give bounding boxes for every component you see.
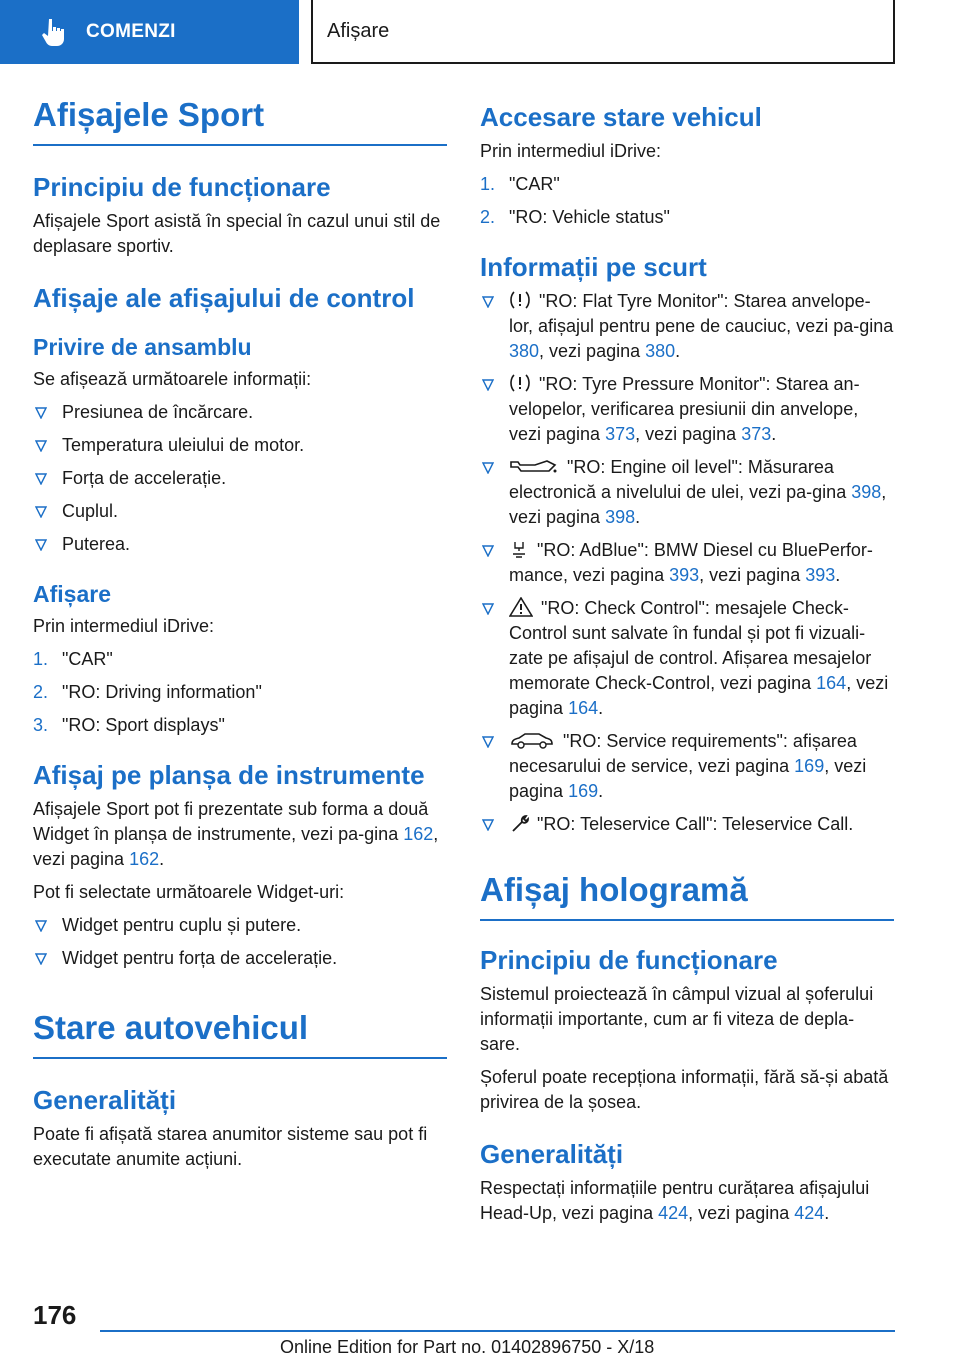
list-item: 2. "RO: Driving information" bbox=[33, 682, 262, 702]
hologram-general-text: Respectați informațiile pentru curățarea afișajului Head-Up, vezi pagina 424, vezi pagina 424. bbox=[480, 1178, 870, 1223]
page-link[interactable]: 169 bbox=[794, 756, 825, 776]
tyre-pressure-icon bbox=[509, 373, 531, 393]
title-sport-displays: Afișajele Sport bbox=[33, 96, 447, 146]
page-link[interactable]: 373 bbox=[605, 424, 636, 444]
list-item: Presiunea de încărcare. bbox=[33, 400, 447, 425]
chapter-label: COMENZI bbox=[86, 21, 176, 42]
list-item: Widget pentru cuplu și putere. bbox=[33, 913, 447, 938]
page-link[interactable]: 162 bbox=[403, 824, 434, 844]
principle-text: Afișajele Sport asistă în special în cazul unui stil de deplasare sportiv. bbox=[33, 211, 441, 256]
left-column bbox=[33, 96, 447, 1180]
adblue-icon bbox=[509, 539, 529, 559]
heading-instrument-cluster: Afișaj pe planșa de instrumente bbox=[33, 760, 425, 790]
right-column bbox=[480, 102, 894, 1234]
page-link[interactable]: 424 bbox=[658, 1203, 689, 1223]
list-item: Widget pentru forța de accelerație. bbox=[33, 946, 447, 971]
page-link[interactable]: 393 bbox=[669, 565, 700, 585]
display-text: Prin intermediul iDrive: bbox=[33, 616, 215, 636]
page-link[interactable]: 373 bbox=[741, 424, 772, 444]
list-item: "RO: Check Control": mesajele Check-Control sunt salvate în fundal și pot fi vizuali-zate pe afișajul de control. Afișarea mesajelor memorate Check-Control, vezi pagina 164, vezi pagina 164. bbox=[480, 596, 894, 721]
list-item: Forța de accelerație. bbox=[33, 466, 447, 491]
list-item: 2. "RO: Vehicle status" bbox=[480, 207, 670, 227]
heading-control-display: Afișaje ale afișajului de control bbox=[33, 283, 415, 313]
title-hologram-display: Afișaj hologramă bbox=[480, 871, 894, 921]
list-item: Cuplul. bbox=[33, 499, 447, 524]
triangle-bullet-icon bbox=[482, 296, 494, 308]
oil-can-icon bbox=[509, 456, 559, 476]
triangle-bullet-icon bbox=[482, 603, 494, 615]
list-item: Puterea. bbox=[33, 532, 447, 557]
hand-pointer-icon bbox=[40, 17, 66, 47]
heading-general: Generalități bbox=[480, 1139, 624, 1169]
page-number: 176 bbox=[33, 1300, 77, 1330]
triangle-bullet-icon bbox=[35, 920, 47, 932]
overview-list bbox=[33, 400, 447, 557]
list-item: Temperatura uleiului de motor. bbox=[33, 433, 447, 458]
service-car-icon bbox=[509, 730, 555, 750]
list-item: 3. "RO: Sport displays" bbox=[33, 715, 225, 735]
footer-divider bbox=[100, 1330, 895, 1332]
triangle-bullet-icon bbox=[482, 379, 494, 391]
heading-principle: Principiu de funcționare bbox=[480, 945, 778, 975]
page-link[interactable]: 380 bbox=[509, 341, 540, 361]
page-link[interactable]: 164 bbox=[568, 698, 599, 718]
page-link[interactable]: 169 bbox=[568, 781, 599, 801]
section-header bbox=[311, 0, 895, 64]
heading-brief-info: Informații pe scurt bbox=[480, 252, 707, 282]
list-item: "RO: AdBlue": BMW Diesel cu BluePerfor-mance, vezi pagina 393, vezi pagina 393. bbox=[480, 538, 894, 588]
access-steps bbox=[480, 172, 894, 230]
display-steps bbox=[33, 647, 447, 738]
page-link[interactable]: 398 bbox=[851, 482, 882, 502]
triangle-bullet-icon bbox=[35, 539, 47, 551]
page-link[interactable]: 380 bbox=[645, 341, 676, 361]
triangle-bullet-icon bbox=[35, 953, 47, 965]
list-item: "RO: Flat Tyre Monitor": Starea anvelope-lor, afișajul pentru pene de cauciuc, vezi pa-gina 380, vezi pagina 380. bbox=[480, 289, 894, 364]
brief-info-list bbox=[480, 289, 894, 837]
page-link[interactable]: 393 bbox=[805, 565, 836, 585]
triangle-bullet-icon bbox=[35, 473, 47, 485]
triangle-bullet-icon bbox=[35, 407, 47, 419]
widget-text: Pot fi selectate următoarele Widget-uri: bbox=[33, 882, 345, 902]
triangle-bullet-icon bbox=[35, 506, 47, 518]
instrument-text: Afișajele Sport pot fi prezentate sub forma a două Widget în planșa de instrumente, vezi pa-gina 162, vezi pagina 162. bbox=[33, 799, 439, 869]
triangle-bullet-icon bbox=[482, 736, 494, 748]
widget-list bbox=[33, 913, 447, 971]
list-item: 1. "CAR" bbox=[33, 649, 113, 669]
heading-general: Generalități bbox=[33, 1085, 177, 1115]
tyre-warning-icon bbox=[509, 290, 531, 310]
heading-principle: Principiu de funcționare bbox=[33, 172, 331, 202]
page-link[interactable]: 164 bbox=[816, 673, 847, 693]
list-item: "RO: Engine oil level": Măsurarea electronică a nivelului de ulei, vezi pa-gina 398, vezi pagina 398. bbox=[480, 455, 894, 530]
triangle-bullet-icon bbox=[482, 545, 494, 557]
list-item: "RO: Teleservice Call": Teleservice Call. bbox=[480, 812, 894, 837]
heading-access-status: Accesare stare vehicul bbox=[480, 102, 762, 132]
heading-overview: Privire de ansamblu bbox=[33, 334, 252, 360]
chapter-tab[interactable] bbox=[0, 0, 299, 64]
access-text: Prin intermediul iDrive: bbox=[480, 141, 662, 161]
section-title: Afișare bbox=[327, 19, 390, 42]
list-item: 1. "CAR" bbox=[480, 174, 560, 194]
triangle-bullet-icon bbox=[35, 440, 47, 452]
list-item: "RO: Service requirements": afișarea necesarului de service, vezi pagina 169, vezi pagina 169. bbox=[480, 729, 894, 804]
heading-display: Afișare bbox=[33, 581, 111, 607]
triangle-bullet-icon bbox=[482, 819, 494, 831]
hologram-text-1: Sistemul proiectează în câmpul vizual al șoferului informații importante, cum ar fi viteza de depla-sare. bbox=[480, 984, 874, 1054]
overview-text: Se afișează următoarele informații: bbox=[33, 369, 312, 389]
warning-triangle-icon bbox=[509, 597, 533, 617]
page-link[interactable]: 398 bbox=[605, 507, 636, 527]
page-link[interactable]: 424 bbox=[794, 1203, 825, 1223]
edition-footer: Online Edition for Part no. 01402896750 - X/18 bbox=[280, 1337, 655, 1357]
title-vehicle-status: Stare autovehicul bbox=[33, 1009, 447, 1059]
general-text: Poate fi afișată starea anumitor sisteme sau pot fi executate anumite acțiuni. bbox=[33, 1124, 428, 1169]
wrench-icon bbox=[509, 813, 529, 833]
list-item: "RO: Tyre Pressure Monitor": Starea an-velopelor, verificarea presiunii din anvelope, vezi pagina 373, vezi pagina 373. bbox=[480, 372, 894, 447]
triangle-bullet-icon bbox=[482, 462, 494, 474]
hologram-text-2: Șoferul poate recepționa informații, fără să-și abată privirea de la șosea. bbox=[480, 1067, 889, 1112]
page-link[interactable]: 162 bbox=[129, 849, 160, 869]
